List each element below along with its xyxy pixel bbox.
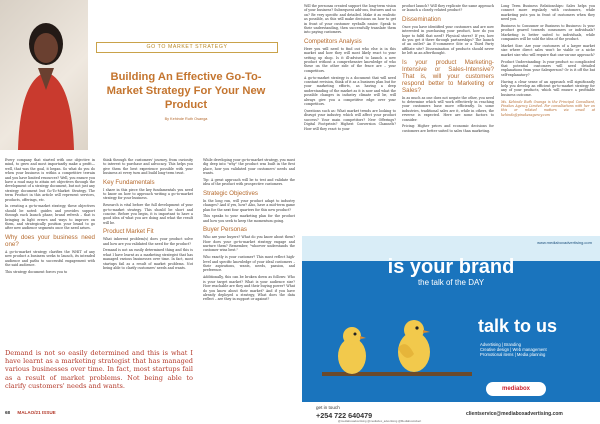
paragraph: Long Term Business Relationships: Sales helps you connect more regularly with customers, while marketing puts you in front of customers when they need you. (501, 4, 595, 22)
paragraph: Market Size: Are your customers of a larger market size where direct sales won't be viable or a niche market size who will require that one-on-one approach? (501, 44, 595, 57)
advertisement[interactable] (302, 236, 600, 424)
paragraph: Product Understanding: Is your product so complicated that potential customers will need detailed explanations from your Salesperson? Or is it off the bat self-explanatory? (501, 59, 595, 77)
paragraph: product launch? Will they replicate the same approach or launch a closely related product? (402, 4, 494, 13)
paragraph: While developing your go-to-market strategy, you must dig deep into "why" the product was built in the first place, how you validated your customers' needs and wants. (203, 158, 295, 176)
column-2 (103, 158, 193, 273)
paragraph: Will the personas created support the long-term vision of your business? Subsequent add-ons, features and so on? Be very specific and detailed. Make it as realistic as possible, as this will make decisions on how to get in front of your customer eyeballs easier. Speak to their understanding, then successfully translate them into paying customers. (304, 4, 396, 35)
subheading: Strategic Objectives (203, 189, 259, 197)
author-photo (0, 0, 88, 150)
paragraph: In as much as one does not negate the other, you need to determine which will work effectively in reaching your customers base more efficiently. In some industries, traditional sales are it, while in others, the reverse is expected. Here are some factors to consider: (402, 95, 494, 122)
column-6 (501, 4, 595, 232)
issue-label: MALAO/21 ISSUE (17, 410, 56, 415)
subheading: Buyer Personas (203, 226, 248, 234)
ad-services: Advertising | Branding Creative design | Web management Promotional items | Media planning (480, 342, 547, 357)
paragraph: A go-to-market strategy clarifies the WHIT of any new product a business seeks to launch, its intended audience and paths to successful engagement with the said audience. (5, 249, 95, 268)
paragraph: Pricing: Higher prices and economic decisions for customers are better suited to sales than marketing. (402, 124, 494, 133)
birds-image (322, 298, 472, 402)
paragraph: Business to Consumer or Business to Business: Is your product geared towards consumers or individuals? Marketing is better suited to individuals, while companies will be sold the idea of the product. (501, 24, 595, 42)
column-5 (402, 4, 494, 232)
paragraph: A go-to-market strategy is a document that will need constant revision, think of it as a business plan but for your marketing efforts, as having a deep understanding of the market as it is now and what the possible changes in industry climate will be, will always give you a competitive edge over your competitors. (304, 75, 396, 107)
ad-subline: the talk of the DAY (417, 278, 485, 287)
paragraph: Who are your buyers? What do you know about them? How does your go-to-market strategy engage and nurture them? Remember, "whoever understands the customer wins best." (203, 235, 295, 253)
paragraph: I share in this piece the key fundamentals you need to know on how to approach writing a go-to-market strategy for your business. (103, 187, 193, 201)
paragraph: Tip: A great approach will be to test and validate the idea of the product with prospective customers. (203, 178, 295, 187)
paragraph: Research is vital before the full development of your go-to-market strategy. This should be short and concise. Before you begin, it is important to have a good idea of what you are doing and what the result will be. (103, 203, 193, 225)
paragraph: Questions such as: What market trends are looking to disrupt your industry, which will affect your product success? Your main competitors? New Offerings? Digital Footprints? Highest Conversion Channels? How will they react to your (304, 108, 396, 131)
page-footer (5, 410, 56, 415)
column-3 (203, 158, 295, 420)
page-number: 68 (5, 410, 11, 415)
ad-email[interactable]: clientservice@mediaboxadvertising.com (466, 411, 563, 417)
paragraph: Here you will need to find out who else is in this market and how they will most likely react to your setting up shop. Is it ill-advised to launch a new product without a comprehensive knowledge of who these on the other side of the fence are – your competitors. (304, 46, 396, 73)
paragraph: Once you have identified your customers and are now interested in purchasing your product, how do you hope to fulfil that need? Physical stores? If yes, how do you get it there through partnerships? The launch of an outlet? An E-commerce Site or a Third Party affiliate site? Dissemination of products should never be left as an afterthought. (402, 24, 494, 56)
ad-website[interactable]: www.mediaboxadvertising.com (537, 240, 592, 245)
byline: By Kehinde Ruth Osanga (164, 117, 208, 121)
paragraph: In the long run, will your product adapt to industry changes? And if yes, how? Also, have a mid-term game plan for the next four quarters for this new product? (203, 198, 295, 212)
subheading: Is your product Marketing-Intensive or Sales-Intensive? That is, will your customers respond better to Marketing or Sales? (402, 58, 494, 94)
paragraph: Demand is not an easily determined thing and this is what I have learnt as a marketing strategist that has managed various businesses over time. In fact, most startups fail as a result of market problems. Not being able to clarify customers' needs and wants. (103, 248, 193, 271)
subheading: Product Market Fit (103, 228, 154, 236)
portrait-image (16, 10, 76, 150)
section-tag: GO TO MARKET STRATEGY (96, 42, 278, 53)
paragraph: This speaks to your marketing plan for the product and how you seek to keep the momentum going. (203, 214, 295, 223)
column-1 (5, 158, 95, 277)
column-4 (304, 4, 396, 232)
paragraph: think through the customers' journey, from curiosity to interest to purchase and advocacy. This helps you give them the best experience possible with your business at every turn and build long-term trust. (103, 158, 193, 176)
subheading: Dissemination (402, 15, 441, 23)
subheading: Competitors Analysis (304, 37, 362, 45)
subheading: Key Fundamentals (103, 178, 155, 186)
paragraph: Additionally, this can be broken down as follows: Who is your target market? What is your audience size? How reachable are they and their buying power? What do you know about their market? And if you have already deployed a strategy, What does the data reflect – are they in support or against? (203, 275, 295, 302)
ad-headline: is your brand (387, 256, 515, 278)
paragraph: What inherent problem(s) does your product solve and how are you validated the need for the product? (103, 237, 193, 246)
author-bio: Ms. Kehinde Ruth Osanga is the Principal Consultant, Pinakes Agency Limited. For consultations with her on this or related matters via email at kehinde@pinakesagency.com (501, 99, 595, 117)
ad-brand-logo: mediabox (486, 382, 546, 396)
pull-quote: Demand is not so easily determined and this is what I have learnt as a marketing strategist that has managed various businesses over time. In fact, most startups fail as a result of market problems. Not being able to clarify customers' needs and wants. (5, 349, 193, 390)
ad-social-handles[interactable]: @mediaboxadvertising @mediabox_advertising @MediaboxAdvert (338, 419, 422, 423)
paragraph: Who exactly is your customer? This must reflect high-level and specific knowledge of your ideal customers – their aspirations, wants, needs, passion, and preference. (203, 255, 295, 273)
paragraph: In creating a go-to-market strategy, these objectives should be noted: guides and provides support through each launch phase, brand refresh – that is bringing in light errors and ways to improve on them, and strategically position your brand to go after new audience segments once the need arises. (5, 204, 95, 231)
paragraph: Having a clear sense of an approach will significantly help you develop an efficient go-to-market strategy for any of your products, which will ensure a profitable business outcome. (501, 79, 595, 97)
ad-get-in-touch: get in touch (316, 405, 340, 410)
ad-phone[interactable]: +254 722 640479 (316, 411, 373, 420)
article-headline: Building An Effective Go-To-Market Strategy For Your New Product (106, 71, 266, 111)
ad-cta: talk to us (478, 316, 558, 336)
paragraph: Every company that started with one objective in mind, to grow and most importantly make a profit—well, that was the goal, it began. So what do you do when your business is within a competitive terrain and you have limited resources? Well, you ensure you have a road map to attain set objectives through the development of a strategy document, but not just any strategy document but Go-To-Market Strategy. The term Product in this article will represent services, products, offerings, etc. (5, 158, 95, 202)
subheading: Why does your business need one? (5, 233, 95, 248)
paragraph: This strategy document forces you to (5, 269, 68, 274)
